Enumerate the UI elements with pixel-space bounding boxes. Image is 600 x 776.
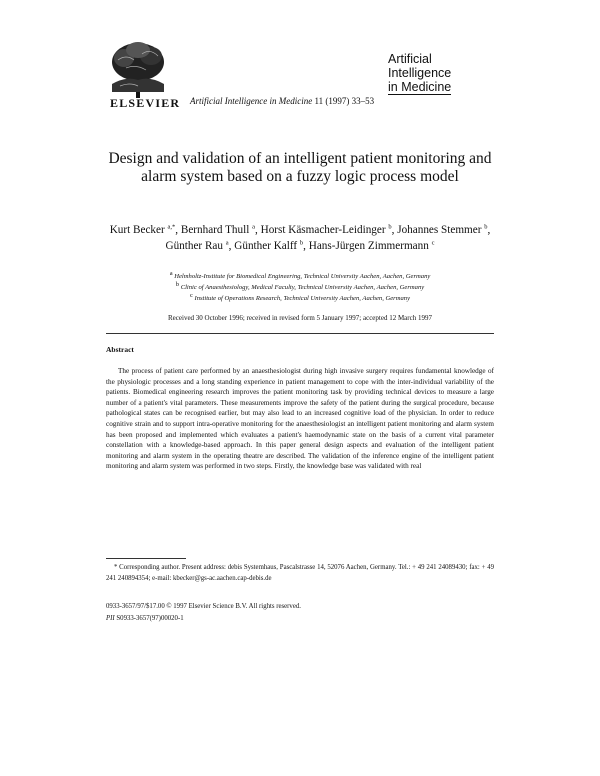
affiliation-text: Helmholtz-Institute for Biomedical Engineering, Technical University Aachen, Aachen, Germany — [174, 273, 431, 280]
author-separator: , — [175, 224, 181, 236]
author-name: Hans-Jürgen Zimmermann — [308, 240, 429, 252]
journal-logo-line: in Medicine — [388, 80, 452, 94]
author-separator: , — [255, 224, 261, 236]
author-name: Kurt Becker — [109, 224, 165, 236]
author-separator: , — [228, 240, 235, 252]
author-affiliation-mark: a,* — [167, 223, 176, 231]
pii-value: S0933-3657(97)00020-1 — [116, 615, 184, 622]
affiliation-line — [100, 282, 500, 293]
abstract-heading: Abstract — [106, 345, 134, 354]
pii-line — [106, 615, 184, 622]
affiliation-list — [100, 271, 500, 304]
affiliation-mark: a — [169, 269, 173, 277]
received-dates: Received 30 October 1996; received in revised form 5 January 1997; accepted 12 March 1997 — [168, 314, 432, 322]
author-list — [100, 222, 500, 254]
affiliation-mark: c — [189, 291, 193, 299]
footnote-divider — [106, 558, 186, 559]
article-title: Design and validation of an intelligent patient monitoring and alarm system based on a fuzzy logic process model — [108, 150, 492, 185]
affiliation-mark: b — [175, 280, 180, 288]
journal-logo-line: Artificial — [388, 52, 432, 66]
abstract-text: The process of patient care performed by an anaesthesiologist during high invasive surgery requires fundamental knowledge of the physiologic processes and a long standing experience in patient management to cope with the inter-individual variability of the patients. Biomedical engineering research improves the patient monitoring task by providing technical devices to measure a large number of a patient's vital parameters. These measurements improve the safety of the patient during the surgical procedure, because pathological states can be recognised earlier, but may also lead to an increased cognitive load of the physician. In order to reduce cognitive strain and to support intra-operative monitoring for the anaesthesiologist an intelligent patient monitoring and alarm system has been proposed and implemented which evaluates a patient's haemodynamic state on the basis of a current vital parameter constellation with a knowledge-based approach. In this paper general design aspects and evaluation of the intelligent patient monitoring and alarm system in the operating theatre are described. The validation of the inference engine of the intelligent patient monitoring and alarm system was performed in two steps. Firstly, the knowledge base was validated with real — [106, 367, 494, 471]
affiliation-text: Institute of Operations Research, Technical University Aachen, Aachen, Germany — [194, 295, 411, 302]
author-affiliation-mark: b — [388, 223, 392, 231]
author-name: Günther Rau — [165, 240, 223, 252]
affiliation-line — [100, 271, 500, 282]
author-affiliation-mark: b — [299, 239, 304, 247]
affiliation-text: Clinic of Anaesthesiology, Medical Faculty, Technical University Aachen, Aachen, Germany — [180, 284, 425, 291]
journal-citation — [190, 96, 374, 106]
author-name: Günther Kalff — [234, 240, 298, 252]
corresponding-author-footnote: * Corresponding author. Present address: debis Systemhaus, Pascalstrasse 14, 52076 Aachen, Germany. Tel.: + 49 241 24089430; fax: + 49 241 240894354; e-mail: kbecker@gs-ac.aachen.cap-debis.de — [106, 564, 494, 582]
journal-volume: 11 (1997) 33–53 — [314, 96, 375, 106]
header-divider — [106, 333, 494, 334]
journal-logo — [388, 52, 462, 95]
issn-copyright: 0933-3657/97/$17.00 © 1997 Elsevier Science B.V. All rights reserved. — [106, 603, 301, 610]
author-affiliation-mark: a — [252, 223, 256, 231]
author-affiliation-mark: c — [431, 239, 435, 247]
author-name: Johannes Stemmer — [397, 224, 482, 236]
publisher-name: ELSEVIER — [110, 96, 181, 110]
pii-label: PII — [106, 615, 115, 622]
author-separator: , — [303, 240, 309, 252]
author-separator: , — [487, 224, 491, 236]
journal-logo-line: Intelligence — [388, 66, 452, 80]
author-name: Bernhard Thull — [180, 224, 250, 236]
author-name: Horst Käsmacher-Leidinger — [260, 224, 386, 236]
author-affiliation-mark: b — [484, 223, 488, 231]
author-separator: , — [391, 224, 398, 236]
journal-title: Artificial Intelligence in Medicine — [190, 96, 313, 106]
tree-icon — [106, 40, 170, 98]
affiliation-line — [100, 293, 500, 304]
author-affiliation-mark: a — [225, 239, 229, 247]
